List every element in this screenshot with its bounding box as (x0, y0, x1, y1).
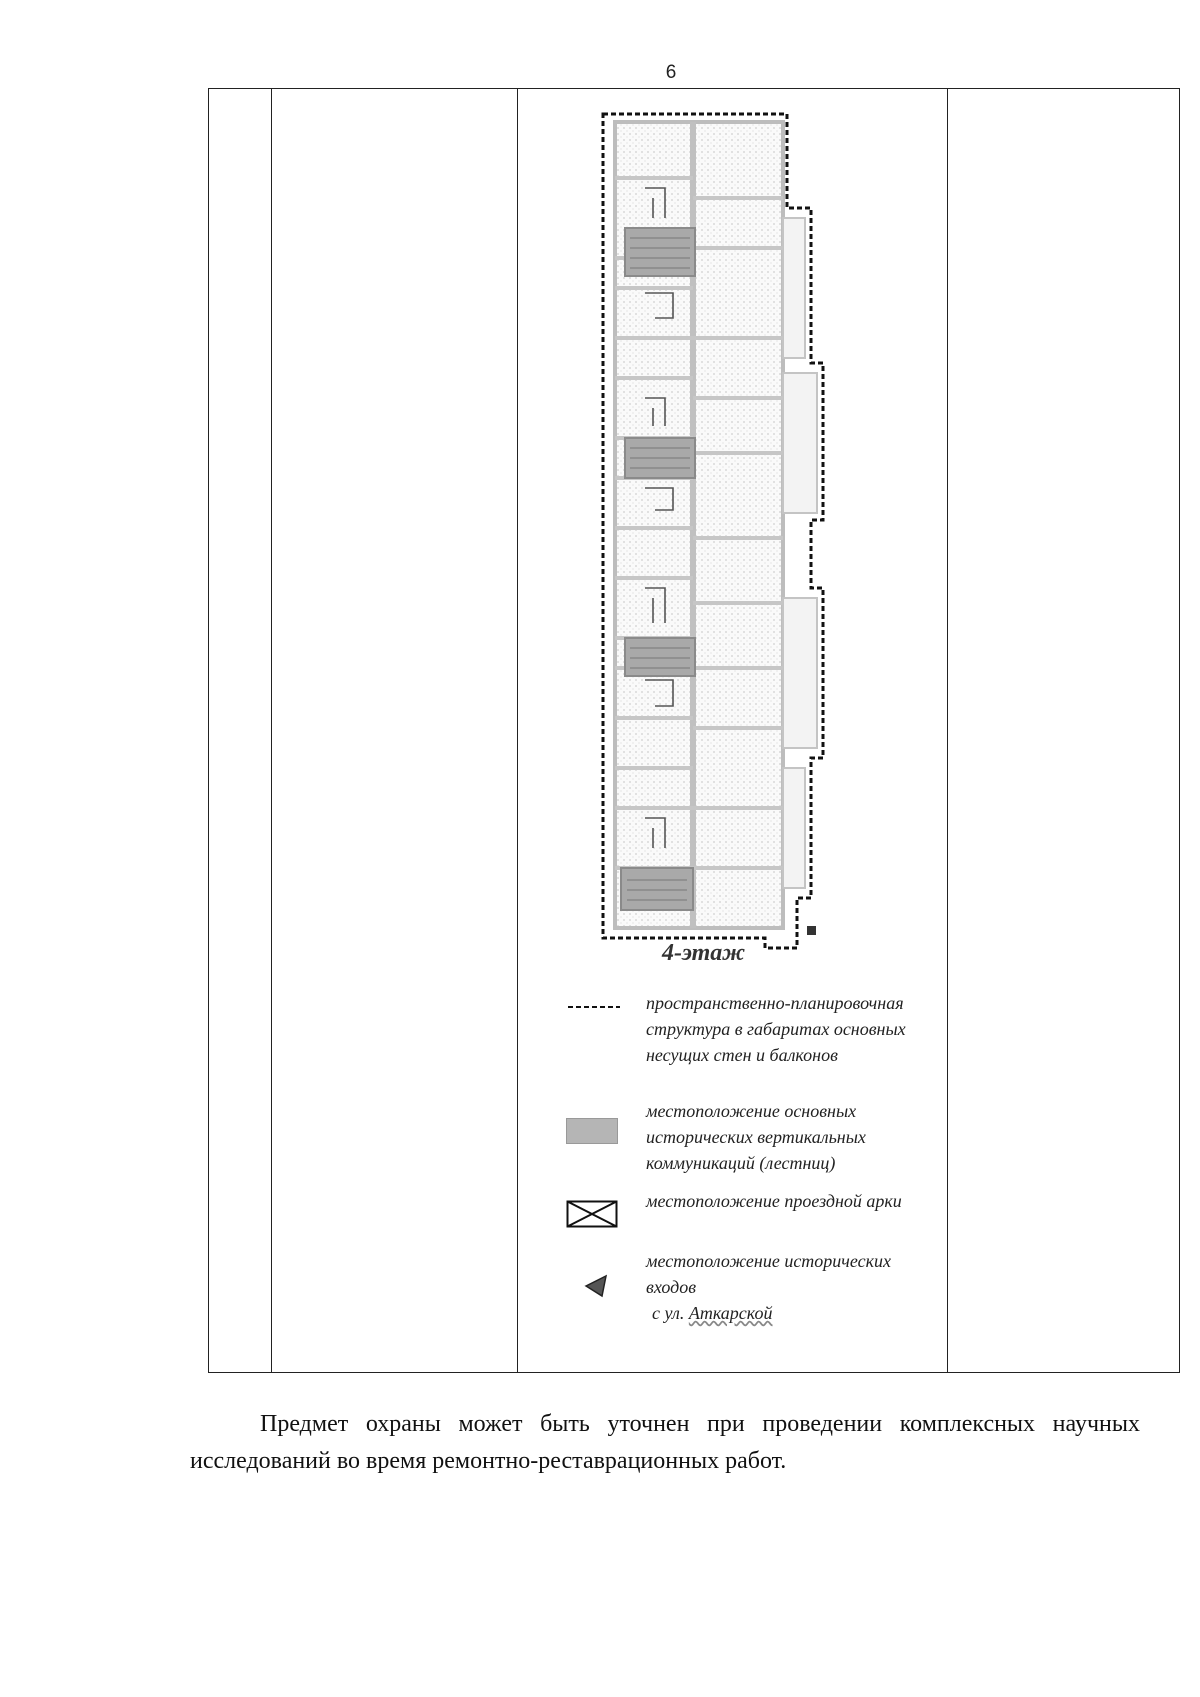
floor-plan-image (575, 108, 835, 968)
body-paragraph: Предмет охраны может быть уточнен при проведении комплексных научных исследований во время ремонтно-реставрационных работ. (190, 1411, 1140, 1474)
legend-text-street-line (646, 1300, 936, 1326)
table-column-divider (517, 89, 518, 1372)
legend-text-main: местоположение исторических входов (646, 1251, 892, 1297)
legend-text: местоположение проездной арки (646, 1191, 902, 1211)
legend-item-stairs (562, 1101, 922, 1198)
table-column-divider (947, 89, 948, 1372)
arrow-triangle-icon (584, 1274, 610, 1298)
gray-rect-icon (566, 1118, 618, 1144)
street-name: Аткарской (688, 1303, 773, 1323)
dashed-line-icon (568, 1004, 620, 1010)
page-number: 6 (665, 62, 677, 83)
crossed-box-icon (566, 1200, 618, 1228)
floor-label: 4-этаж (662, 940, 746, 966)
legend-text-prefix: с ул. (652, 1303, 689, 1323)
legend-text: местоположение основных исторических вертикальных коммуникаций (лестниц) (646, 1101, 866, 1173)
legend-item-entrances (562, 1251, 922, 1348)
legend-text: пространственно-планировочная структура в габаритах основных несущих стен и балконов (646, 993, 906, 1065)
legend-text (646, 1248, 936, 1326)
table-column-divider (271, 89, 272, 1372)
